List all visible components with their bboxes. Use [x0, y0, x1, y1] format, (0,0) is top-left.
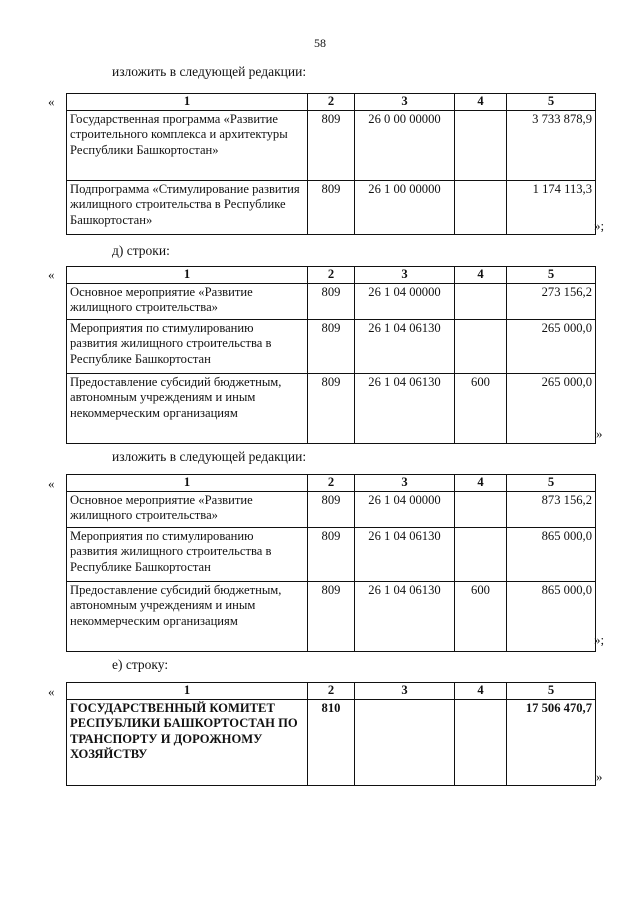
- cell-ved: 809: [308, 491, 355, 527]
- table-row: [67, 581, 596, 651]
- header-col-1: 1: [67, 94, 308, 111]
- header-col-4: 4: [455, 683, 507, 700]
- cell-ved: 809: [308, 373, 355, 443]
- cell-sum: 3 733 878,9: [507, 110, 596, 180]
- section-heading: д) строки:: [112, 243, 170, 258]
- opening-quote: «: [48, 476, 55, 491]
- table-header-row: [67, 683, 596, 700]
- cell-ved: 809: [308, 283, 355, 319]
- cell-vr: [455, 319, 507, 373]
- header-col-5: 5: [507, 683, 596, 700]
- cell-vr: [455, 699, 507, 785]
- cell-name: ГОСУДАРСТВЕННЫЙ КОМИТЕТ РЕСПУБЛИКИ БАШКОРТОСТАН ПО ТРАНСПОРТУ И ДОРОЖНОМУ ХОЗЯЙСТВУ: [67, 699, 308, 785]
- cell-csr: 26 1 04 00000: [355, 283, 455, 319]
- header-col-5: 5: [507, 267, 596, 284]
- opening-quote: «: [48, 94, 55, 109]
- header-col-4: 4: [455, 94, 507, 111]
- cell-vr: [455, 527, 507, 581]
- header-col-4: 4: [455, 267, 507, 284]
- table-row: [67, 491, 596, 527]
- cell-vr: [455, 180, 507, 234]
- cell-sum: 17 506 470,7: [507, 699, 596, 785]
- cell-name: Предоставление субсидий бюджетным, автономным учреждениям и иным некоммерческим организациям: [67, 373, 308, 443]
- page-number: 58: [314, 36, 326, 50]
- header-col-1: 1: [67, 267, 308, 284]
- cell-ved: 809: [308, 180, 355, 234]
- header-col-3: 3: [355, 475, 455, 492]
- table-row: [67, 110, 596, 180]
- header-col-2: 2: [308, 475, 355, 492]
- table-row: [67, 283, 596, 319]
- cell-sum: 265 000,0: [507, 373, 596, 443]
- cell-csr: 26 0 00 00000: [355, 110, 455, 180]
- cell-name: Мероприятия по стимулированию развития жилищного строительства в Республике Башкортостан: [67, 527, 308, 581]
- header-col-2: 2: [308, 267, 355, 284]
- cell-csr: 26 1 04 06130: [355, 527, 455, 581]
- cell-sum: 265 000,0: [507, 319, 596, 373]
- cell-csr: 26 1 04 06130: [355, 319, 455, 373]
- cell-sum: 865 000,0: [507, 581, 596, 651]
- section-heading: е) строку:: [112, 657, 169, 672]
- cell-csr: 26 1 04 06130: [355, 373, 455, 443]
- table-row: [67, 180, 596, 234]
- table-row: [67, 527, 596, 581]
- cell-csr: 26 1 04 06130: [355, 581, 455, 651]
- cell-sum: 1 174 113,3: [507, 180, 596, 234]
- table-header-row: [67, 267, 596, 284]
- cell-sum: 865 000,0: [507, 527, 596, 581]
- cell-ved: 809: [308, 319, 355, 373]
- closing-quote: »;: [594, 218, 605, 233]
- opening-quote: «: [48, 684, 55, 699]
- header-col-5: 5: [507, 94, 596, 111]
- closing-quote: »;: [594, 632, 605, 647]
- section-heading: изложить в следующей редакции:: [112, 64, 307, 79]
- cell-name: Основное мероприятие «Развитие жилищного строительства»: [67, 283, 308, 319]
- cell-name: Мероприятия по стимулированию развития жилищного строительства в Республике Башкортостан: [67, 319, 308, 373]
- header-col-5: 5: [507, 475, 596, 492]
- closing-quote: »: [596, 769, 603, 784]
- budget-table-3: [66, 474, 596, 652]
- header-col-1: 1: [67, 683, 308, 700]
- cell-csr: 26 1 00 00000: [355, 180, 455, 234]
- cell-ved: 809: [308, 110, 355, 180]
- cell-vr: 600: [455, 373, 507, 443]
- cell-vr: [455, 283, 507, 319]
- table-row: [67, 319, 596, 373]
- budget-table-1: [66, 93, 596, 235]
- header-col-4: 4: [455, 475, 507, 492]
- cell-name: Основное мероприятие «Развитие жилищного строительства»: [67, 491, 308, 527]
- opening-quote: «: [48, 267, 55, 282]
- header-col-3: 3: [355, 267, 455, 284]
- budget-table-4: [66, 682, 596, 786]
- cell-name: Государственная программа «Развитие строительного комплекса и архитектуры Республики Башкортостан»: [67, 110, 308, 180]
- cell-sum: 273 156,2: [507, 283, 596, 319]
- cell-vr: 600: [455, 581, 507, 651]
- header-col-2: 2: [308, 683, 355, 700]
- section-heading: изложить в следующей редакции:: [112, 449, 307, 464]
- table-row: [67, 699, 596, 785]
- header-col-1: 1: [67, 475, 308, 492]
- closing-quote: »: [596, 426, 603, 441]
- table-row: [67, 373, 596, 443]
- cell-sum: 873 156,2: [507, 491, 596, 527]
- cell-ved: 810: [308, 699, 355, 785]
- table-header-row: [67, 94, 596, 111]
- header-col-3: 3: [355, 683, 455, 700]
- cell-csr: 26 1 04 00000: [355, 491, 455, 527]
- cell-vr: [455, 491, 507, 527]
- cell-vr: [455, 110, 507, 180]
- header-col-3: 3: [355, 94, 455, 111]
- cell-name: Предоставление субсидий бюджетным, автономным учреждениям и иным некоммерческим организациям: [67, 581, 308, 651]
- header-col-2: 2: [308, 94, 355, 111]
- cell-ved: 809: [308, 581, 355, 651]
- cell-ved: 809: [308, 527, 355, 581]
- table-header-row: [67, 475, 596, 492]
- cell-csr: [355, 699, 455, 785]
- cell-name: Подпрограмма «Стимулирование развития жилищного строительства в Республике Башкортостан»: [67, 180, 308, 234]
- budget-table-2: [66, 266, 596, 444]
